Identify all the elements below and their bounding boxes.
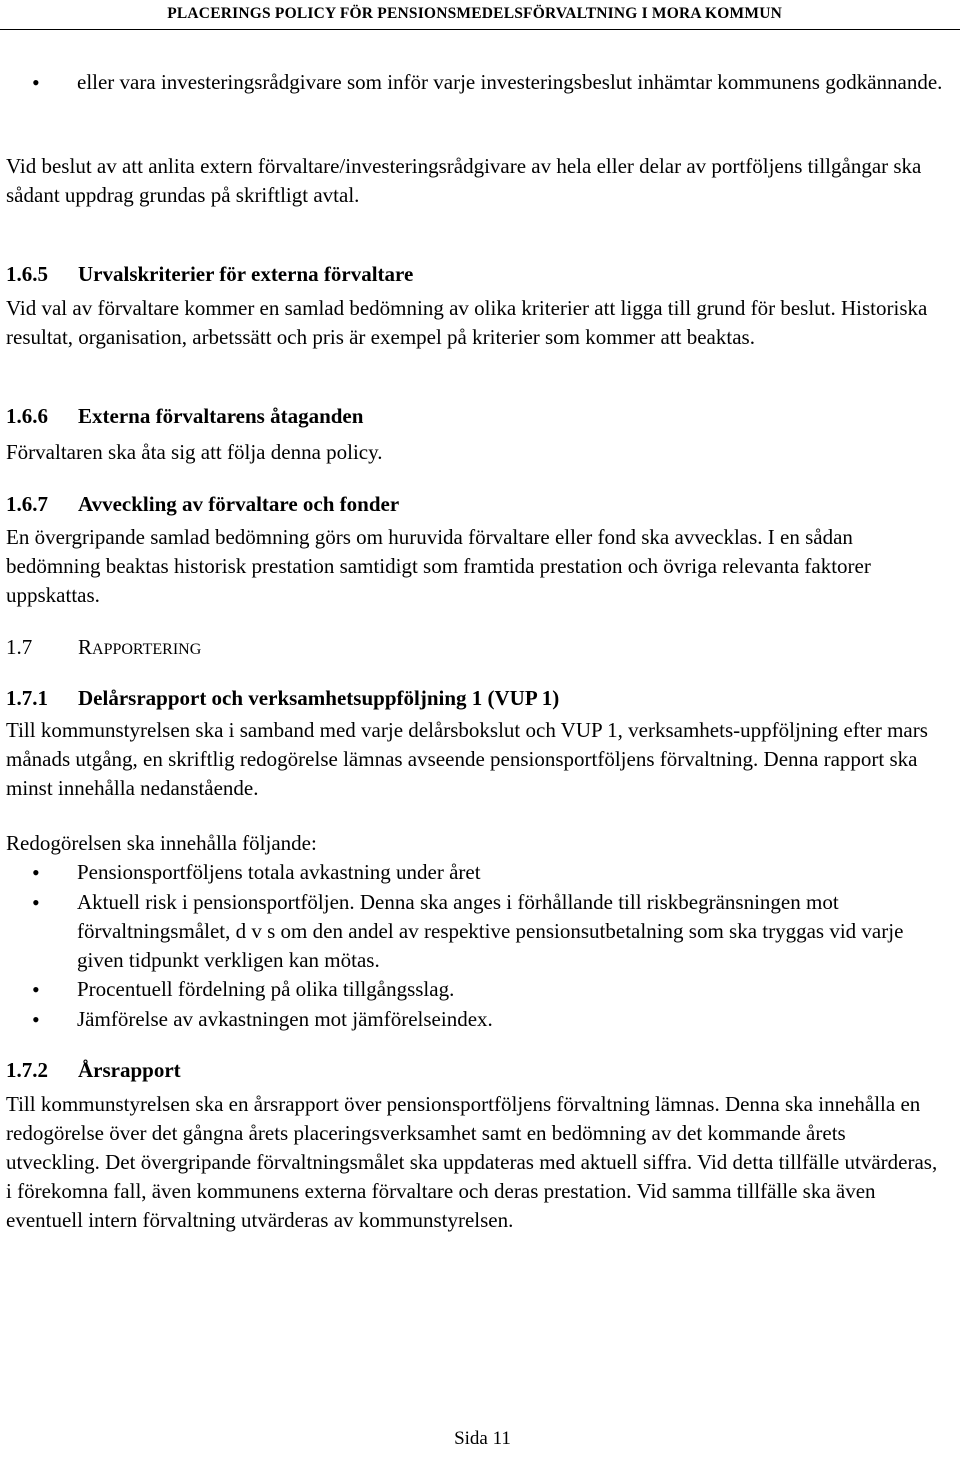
header-title: PLACERINGS POLICY FÖR PENSIONSMEDELSFÖRVALTNING I MORA KOMMUN xyxy=(167,5,782,22)
section-number: 1.7 xyxy=(6,635,33,659)
page-footer xyxy=(0,1428,960,1450)
list-item-text: Jämförelse av avkastningen mot jämförelseindex. xyxy=(77,1007,493,1031)
section-title: Avveckling av förvaltare och fonder xyxy=(78,492,400,516)
section-title: Delårsrapport och verksamhetsuppföljning 1 (VUP 1) xyxy=(78,686,560,710)
paragraph: Vid val av förvaltare kommer en samlad bedömning av olika kriterier att ligga till grund för beslut. Historiska resultat, organisation, arbetssätt och pris är exempel på kriterier som kommer att beaktas. xyxy=(6,296,928,349)
bullet-icon: • xyxy=(32,70,40,95)
section-number: 1.6.7 xyxy=(6,492,48,516)
list-item-text: Aktuell risk i pensionsportföljen. Denna ska anges i förhållande till riskbegränsningen mot förvaltningsmålet, d v s om den andel av respektive pensionsutbetalning som ska tryggas vid varje given tidpunkt verkligen kan mötas. xyxy=(77,890,904,972)
paragraph: Redogörelsen ska innehålla följande: xyxy=(6,831,317,855)
list-item-text: eller vara investeringsrådgivare som inför varje investeringsbeslut inhämtar kommunens godkännande. xyxy=(77,70,943,94)
paragraph: Vid beslut av att anlita extern förvaltare/investeringsrådgivare av hela eller delar av portföljens tillgångar ska sådant uppdrag grundas på skriftligt avtal. xyxy=(6,154,922,207)
bullet-icon: • xyxy=(32,977,40,1002)
bullet-icon: • xyxy=(32,860,40,885)
section-heading-1-7 xyxy=(6,633,201,664)
section-heading-1-7-1 xyxy=(6,684,559,713)
section-heading-1-6-6 xyxy=(6,402,363,431)
paragraph: Förvaltaren ska åta sig att följa denna policy. xyxy=(6,440,383,464)
page-header xyxy=(0,0,960,30)
section-title: Urvalskriterier för externa förvaltare xyxy=(78,262,414,286)
section-title: Externa förvaltarens åtaganden xyxy=(78,404,364,428)
list-item-text: Pensionsportföljens totala avkastning under året xyxy=(77,860,481,884)
list-item-text: Procentuell fördelning på olika tillgångsslag. xyxy=(77,977,455,1001)
section-heading-1-6-5 xyxy=(6,260,413,289)
section-title-rest: APPORTERING xyxy=(92,641,202,658)
paragraph: Till kommunstyrelsen ska i samband med varje delårsbokslut och VUP 1, verksamhets-uppföljning efter mars månads utgång, en skriftlig redogörelse lämnas avseende pensionsportföljens förvaltning. Denna rapport ska minst innehålla nedanstående. xyxy=(6,718,928,800)
section-heading-1-6-7 xyxy=(6,490,399,519)
bullet-icon: • xyxy=(32,890,40,915)
bullet-icon: • xyxy=(32,1007,40,1032)
section-number: 1.6.6 xyxy=(6,404,48,428)
section-number: 1.7.1 xyxy=(6,686,48,710)
section-title-initial: R xyxy=(78,635,93,659)
paragraph: En övergripande samlad bedömning görs om huruvida förvaltare eller fond ska avvecklas. I en sådan bedömning beaktas historisk prestation samtidigt som framtida prestation och övriga relevanta faktorer uppskattas. xyxy=(6,525,871,607)
page-number: Sida 11 xyxy=(454,1428,511,1449)
section-heading-1-7-2 xyxy=(6,1056,181,1085)
section-title: Årsrapport xyxy=(78,1058,181,1082)
section-number: 1.6.5 xyxy=(6,262,48,286)
section-number: 1.7.2 xyxy=(6,1058,48,1082)
paragraph: Till kommunstyrelsen ska en årsrapport över pensionsportföljens förvaltning lämnas. Denna ska innehålla en redogörelse över det gångna årets placeringsverksamhet samt en bedömning av det kommande årets utveckling. Det övergripande förvaltningsmålet ska uppdateras med aktuell siffra. Vid detta tillfälle utvärderas, i förekomna fall, även kommunens externa förvaltare och deras prestation. Vid samma tillfälle ska även eventuell intern förvaltning utvärderas av kommunstyrelsen. xyxy=(6,1092,938,1232)
